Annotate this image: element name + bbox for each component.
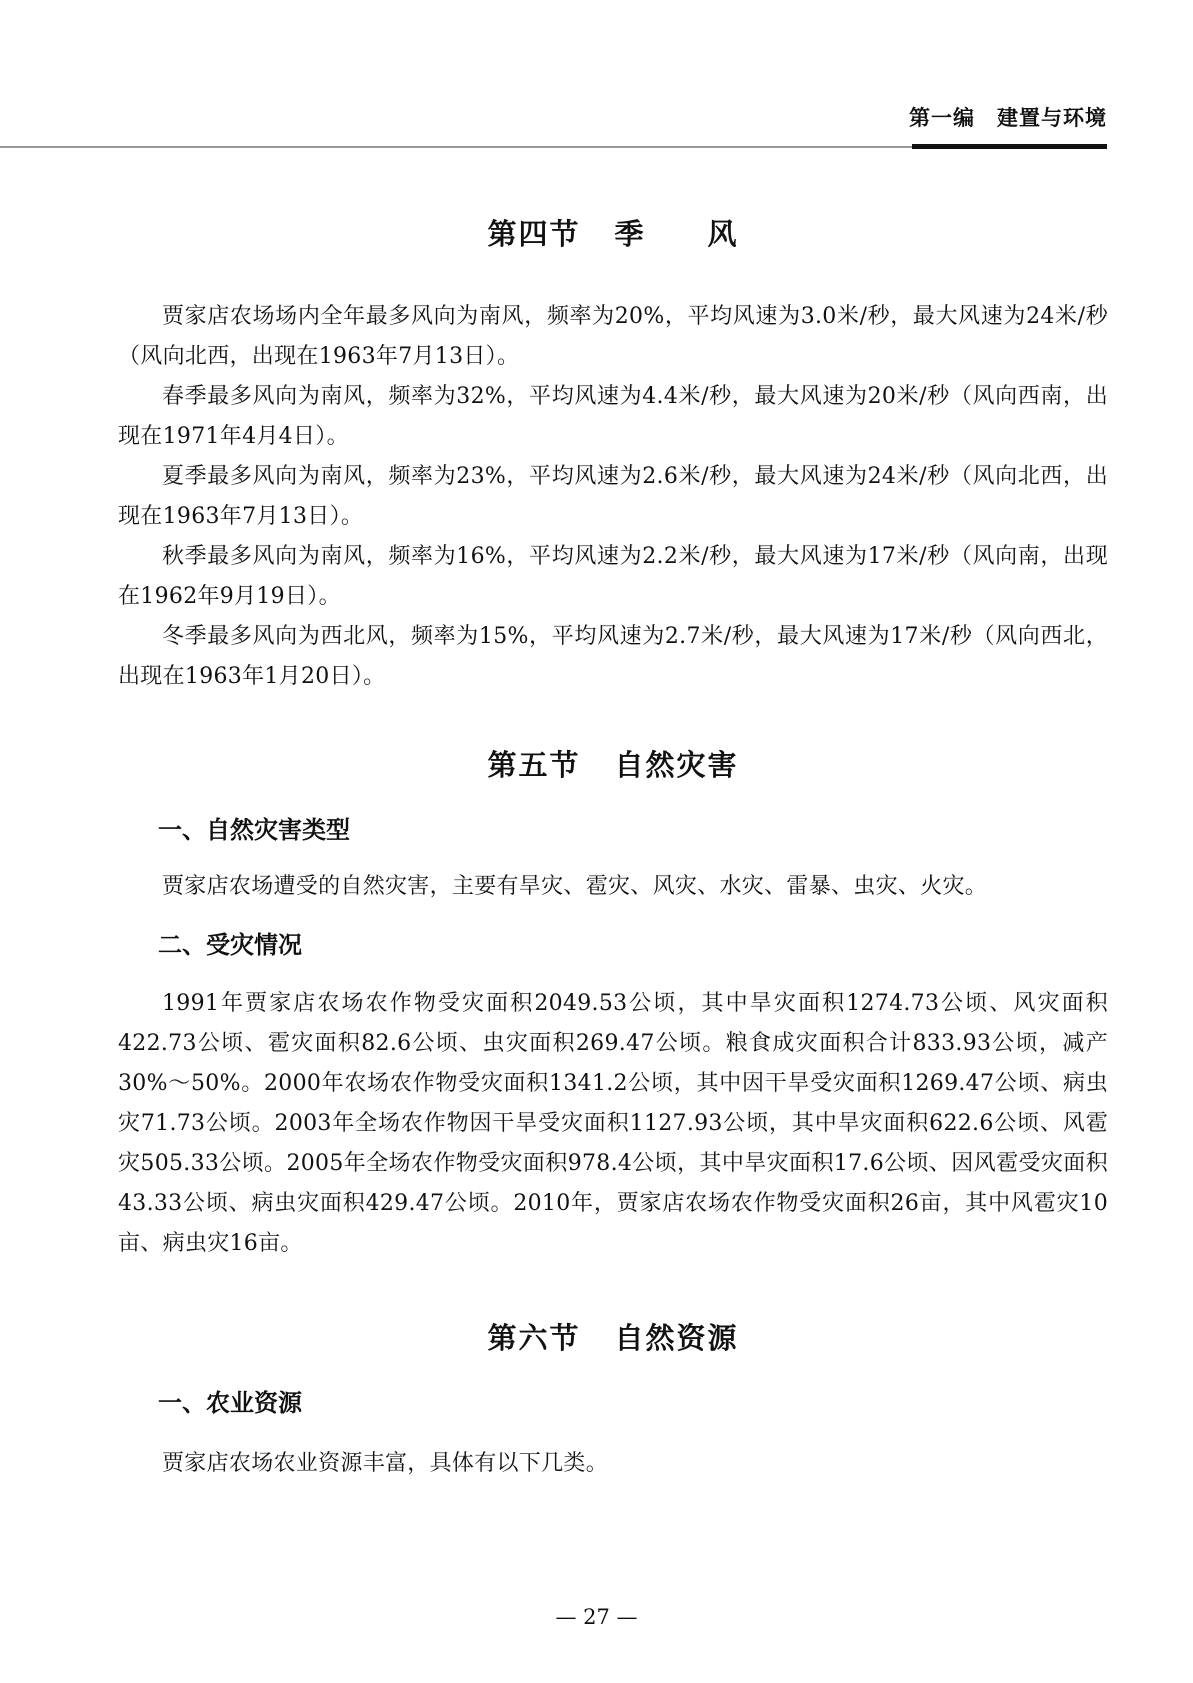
page-body xyxy=(118,212,1108,1484)
disaster-types-heading: 一、自然灾害类型 xyxy=(158,816,350,844)
agri-resources-paragraph: 贾家店农场农业资源丰富，具体有以下几类。 xyxy=(162,1451,609,1476)
section-4-number: 第四节 xyxy=(487,217,581,251)
disaster-situation-heading: 二、受灾情况 xyxy=(158,931,302,959)
page-number: — 27 — xyxy=(555,1605,638,1629)
section-5-heading xyxy=(118,743,1108,784)
agri-resources-heading: 一、农业资源 xyxy=(158,1389,302,1417)
monsoon-annual-paragraph: 贾家店农场场内全年最多风向为南风，频率为20%，平均风速为3.0米/秒，最大风速为24米/秒（风向北西，出现在1963年7月13日）。 xyxy=(118,304,1108,369)
section-4-title: 季 风 xyxy=(614,217,739,251)
monsoon-spring-paragraph: 春季最多风向为南风，频率为32%，平均风速为4.4米/秒，最大风速为20米/秒（风向西南，出现在1971年4月4日）。 xyxy=(118,384,1108,449)
disaster-types-paragraph: 贾家店农场遭受的自然灾害，主要有旱灾、雹灾、风灾、水灾、雷暴、虫灾、火灾。 xyxy=(162,874,988,899)
section-6-heading xyxy=(118,1316,1108,1357)
section-6-number: 第六节 xyxy=(487,1321,581,1355)
section-5-number: 第五节 xyxy=(487,748,581,782)
section-5-title: 自然灾害 xyxy=(614,748,739,782)
disaster-situation-paragraph: 1991年贾家店农场农作物受灾面积2049.53公顷，其中旱灾面积1274.73公顷、风灾面积422.73公顷、雹灾面积82.6公顷、虫灾面积269.47公顷。粮食成灾面积合计833.93公顷，减产30%～50%。2000年农场农作物受灾面积1341.2公顷，其中因干旱受灾面积1269.47公顷、病虫灾71.73公顷。2003年全场农作物因干旱受灾面积1127.93公顷，其中旱灾面积622.6公顷、风雹灾505.33公顷。2005年全场农作物受灾面积978.4公顷，其中旱灾面积17.6公顷、因风雹受灾面积43.33公顷、病虫灾面积429.47公顷。2010年，贾家店农场农作物受灾面积26亩，其中风雹灾10亩、病虫灾16亩。 xyxy=(118,991,1108,1256)
section-6-title: 自然资源 xyxy=(614,1321,739,1355)
monsoon-summer-paragraph: 夏季最多风向为南风，频率为23%，平均风速为2.6米/秒，最大风速为24米/秒（风向北西，出现在1963年7月13日）。 xyxy=(118,464,1108,529)
section-4-heading xyxy=(118,212,1108,253)
header-rule-accent xyxy=(912,144,1107,149)
monsoon-autumn-paragraph: 秋季最多风向为南风，频率为16%，平均风速为2.2米/秒，最大风速为17米/秒（风向南，出现在1962年9月19日）。 xyxy=(118,544,1108,609)
running-head: 第一编 建置与环境 xyxy=(909,106,1107,130)
monsoon-winter-paragraph: 冬季最多风向为西北风，频率为15%，平均风速为2.7米/秒，最大风速为17米/秒（风向西北，出现在1963年1月20日）。 xyxy=(118,624,1108,689)
